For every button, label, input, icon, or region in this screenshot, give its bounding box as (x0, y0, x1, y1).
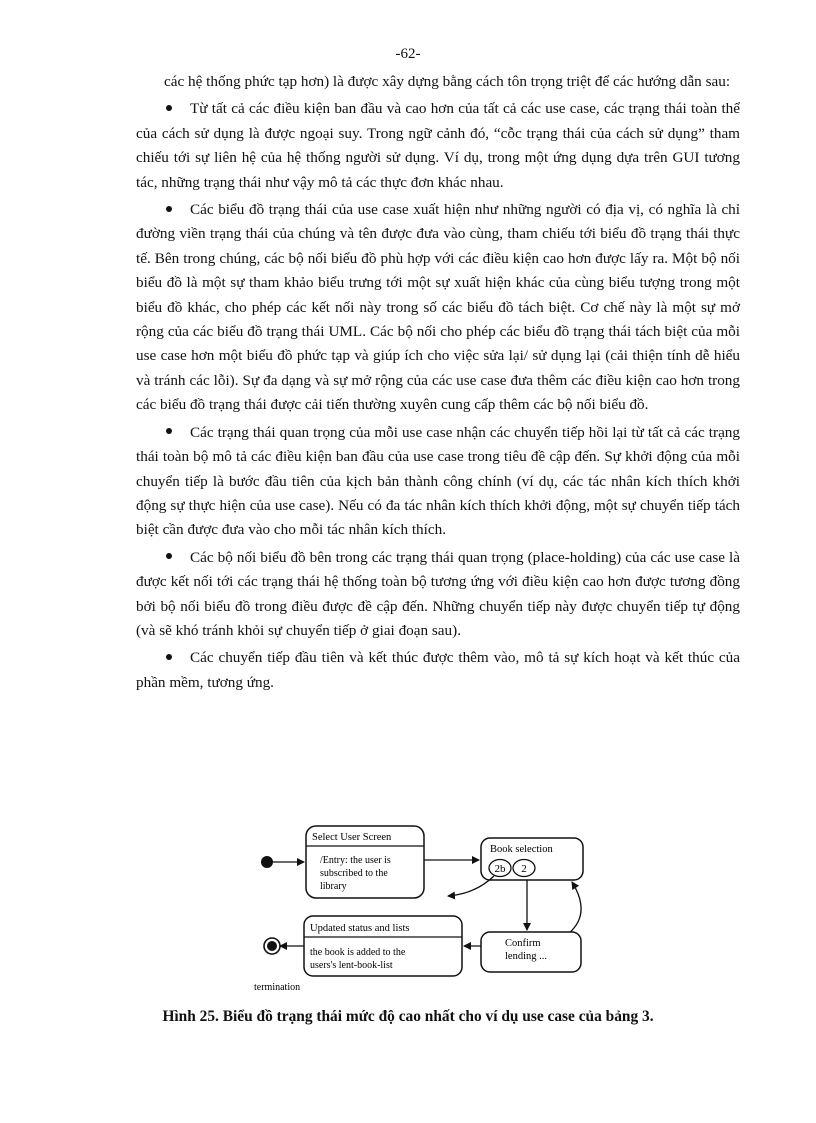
state-select-user-title: Select User Screen (312, 832, 392, 843)
final-state-inner (267, 941, 277, 951)
diagram-connector-2-label: 2 (521, 863, 527, 875)
figure-caption: Hình 25. Biểu đồ trạng thái mức độ cao nhất cho ví dụ use case của bảng 3. (162, 1008, 654, 1025)
state-select-user-line-2: subscribed to the (320, 868, 388, 879)
state-diagram (250, 824, 590, 996)
bullet-icon (166, 553, 172, 559)
page-number: -62- (395, 46, 421, 62)
bullet-icon (166, 428, 172, 434)
state-updated-line-2: users's lent-book-list (310, 960, 393, 971)
diagram-connector-2b-label: 2b (494, 863, 506, 875)
bullet-text-1: Từ tất cả các điều kiện ban đầu và cao hơn của tất cả các use case, các trạng thái toàn thể của cách sử dụng là được ngoại suy. Trong ngữ cảnh đó, “cỗc trạng thái của cách sử dụng” tham chiếu tới sự liên hệ của hệ thống người sử dụng. Ví dụ, trong một ứng dụng dựa trên GUI tương tác, những trạng thái như vậy mô tả các thực đơn khác nhau. (136, 100, 740, 191)
bullet-paragraph-4 (136, 546, 740, 644)
termination-label: termination (254, 982, 301, 993)
bullet-text-5: Các chuyển tiếp đầu tiên và kết thúc được thêm vào, mô tả sự kích hoạt và kết thúc của phần mềm, tương ứng. (136, 649, 740, 691)
bullet-icon (166, 654, 172, 660)
bullet-text-3: Các trạng thái quan trọng của mỗi use case nhận các chuyển tiếp hồi lại từ tất cả các trạng thái toàn bộ mô tả các điều kiện ban đầu của use case trong tiêu đề cập đến. Sự khởi động của mỗi chuyển tiếp là bước đầu tiên của kịch bản thành công chính (ví dụ, các tác nhân kích thích khởi động sự thực hiện của use case). Nếu có đa tác nhân kích thích khởi động, một sự chuyển tiếp tách biệt cần được đưa vào cho mỗi tác nhân kích thích. (136, 423, 740, 539)
state-select-user-line-1: /Entry: the user is (320, 855, 391, 866)
body-text (136, 70, 740, 695)
bullet-paragraph-5 (136, 646, 740, 695)
bullet-icon (166, 105, 172, 111)
bullet-paragraph-2 (136, 198, 740, 418)
state-updated-title: Updated status and lists (310, 923, 410, 934)
state-updated-line-1: the book is added to the (310, 947, 406, 958)
bullet-icon (166, 206, 172, 212)
bullet-paragraph-1 (136, 97, 740, 195)
intro-paragraph: các hệ thống phức tạp hơn) là được xây dựng bằng cách tôn trọng triệt để các hướng dẫn sau: (164, 73, 731, 90)
bullet-paragraph-3 (136, 421, 740, 543)
state-confirm-line-2: lending ... (505, 951, 547, 962)
state-book-selection-title: Book selection (490, 844, 553, 855)
state-select-user-line-3: library (320, 881, 347, 892)
state-confirm-line-1: Confirm (505, 938, 541, 949)
initial-state (261, 856, 273, 868)
bullet-text-2: Các biểu đồ trạng thái của use case xuất hiện như những người có địa vị, có nghĩa là chỉ đường viền trạng thái của chúng và tên được đưa vào cùng, tham chiếu tới biểu đồ trạng thái thực tế. Bên trong chúng, các bộ nối biểu đồ phù hợp với các điều kiện cao hơn được lấy ra. Một bộ nối biểu đồ là một sự tham khảo biểu trưng tới một sự xuất hiện khác của cùng biểu tượng trong một biểu đồ khác, cho phép các kết nối này trong số các biểu đồ tách biệt. Cơ chế này là một sự mở rộng của các biểu đồ trạng thái UML. Các bộ nối cho phép các biểu đồ trạng thái tách biệt của mỗi use case hơn một biểu đồ phức tạp và giúp ích cho việc sửa lại/ sử dụng lại (cải thiện tính dễ hiểu và tránh các lỗi). Sự đa dạng và sự mở rộng của các use case đưa thêm các điều kiện cao hơn trong các biểu đồ trạng thái được cải tiến thường xuyên cung cấp thêm các bộ nối biểu đồ. (136, 201, 740, 414)
transition-confirm-to-book (568, 882, 581, 934)
bullet-text-4: Các bộ nối biểu đồ bên trong các trạng thái quan trọng (place-holding) của các use case là được kết nối tới các trạng thái hệ thống toàn bộ tương ứng với điều kiện cao hơn được tương đồng bởi bộ nối biểu đồ trong điều được đề cập đến. Những chuyển tiếp này được chuyển tiếp tự động (và sẽ khó tránh khỏi sự chuyển tiếp ở giai đoạn sau). (136, 548, 740, 639)
